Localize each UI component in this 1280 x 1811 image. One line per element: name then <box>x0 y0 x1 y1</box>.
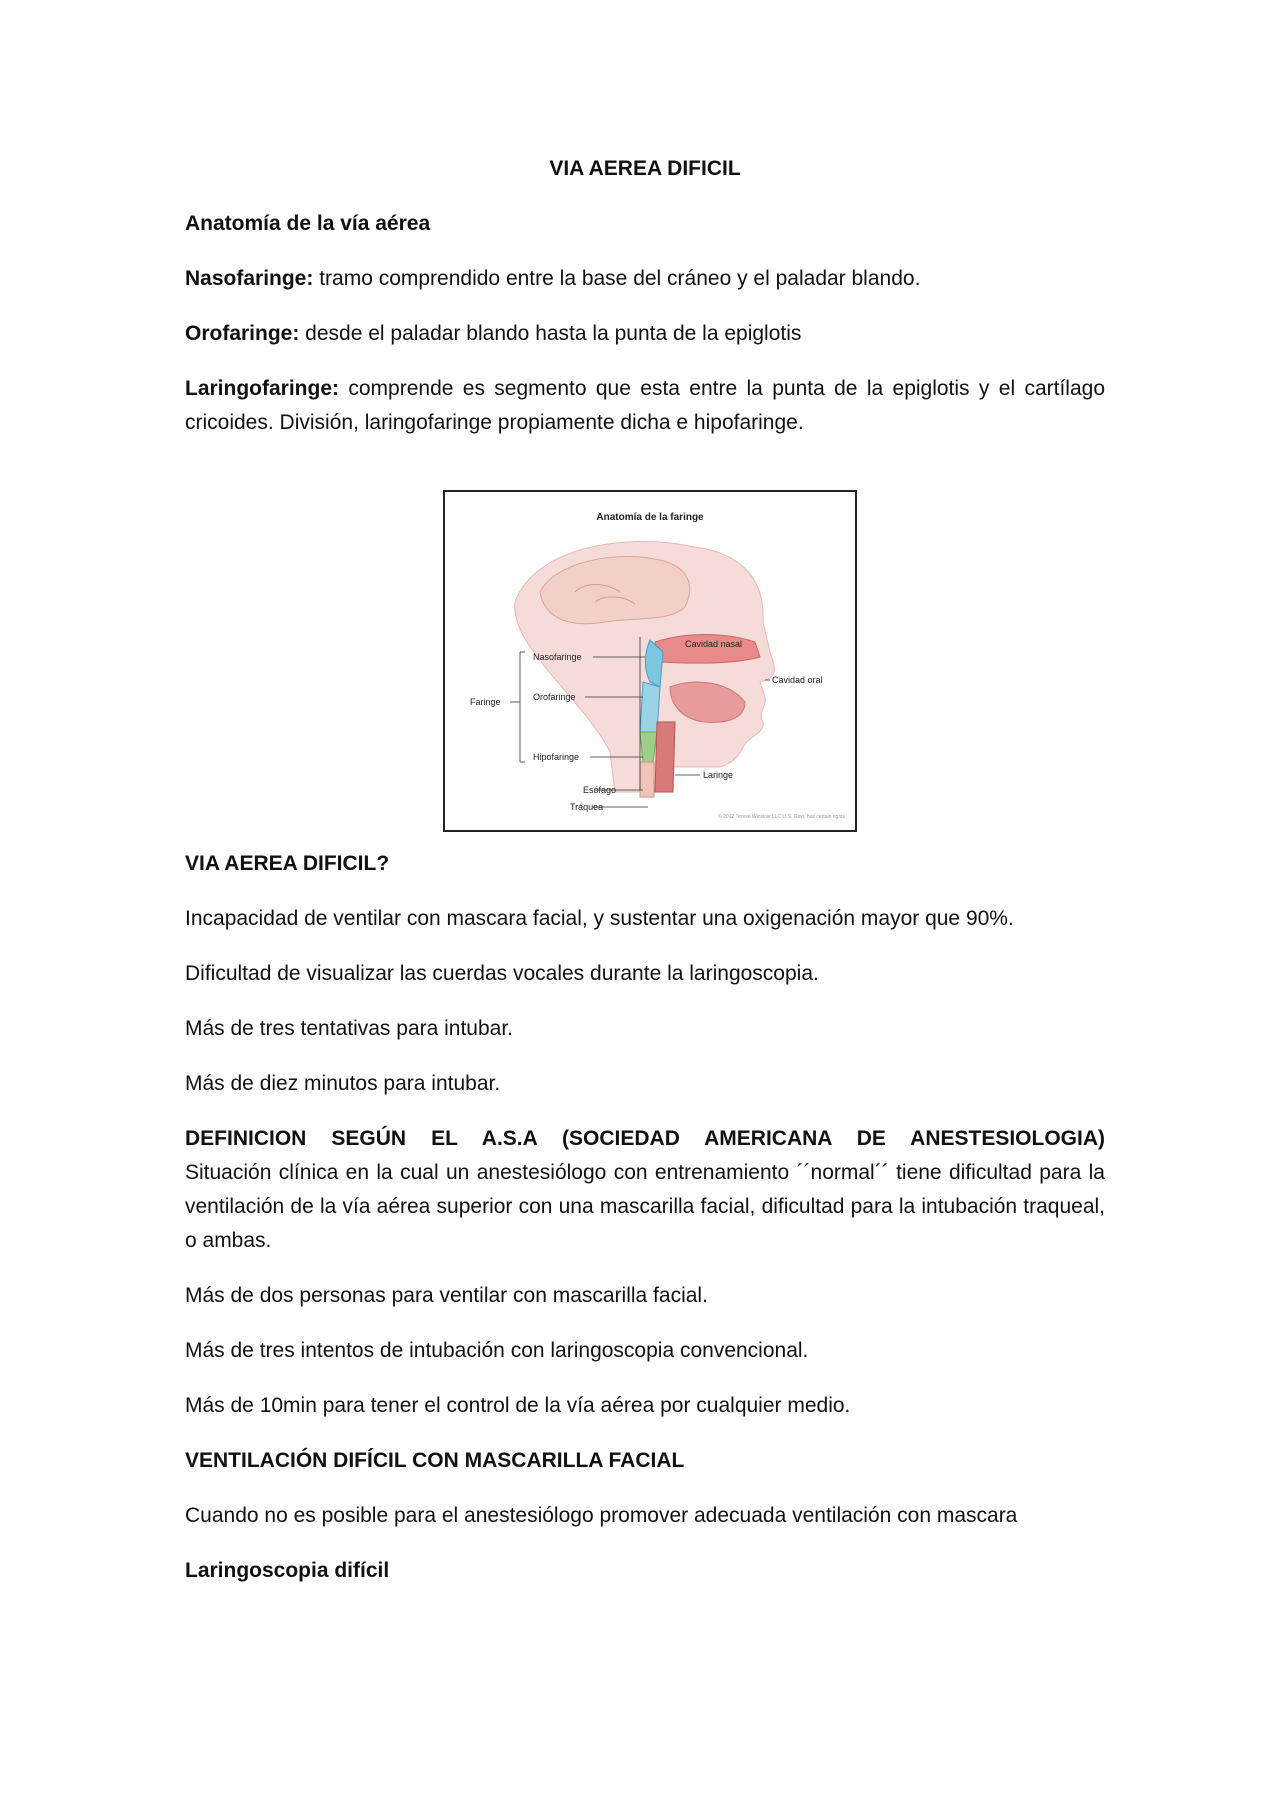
via-aerea-item-3: Más de tres tentativas para intubar. <box>185 1017 514 1040</box>
def-orofaringe: desde el paladar blando hasta la punta de la epiglotis <box>299 322 802 345</box>
esophagus-shape <box>640 762 654 797</box>
figure-title: Anatomía de la faringe <box>596 512 704 523</box>
figure-copyright: © 2012 Terese Winslow LLC U.S. Govt. has certain rights <box>718 814 845 820</box>
anatomy-item-laringofaringe <box>185 372 1105 440</box>
label-nasofaringe: Nasofaringe <box>533 652 582 662</box>
anatomy-item-orofaringe <box>185 317 1105 351</box>
label-cavidad-nasal: Cavidad nasal <box>685 639 743 649</box>
term-nasofaringe: Nasofaringe: <box>185 267 314 290</box>
pharynx-anatomy-figure <box>443 490 857 832</box>
larynx-shape <box>655 722 675 792</box>
def-laringofaringe: comprende es segmento que esta entre la punta de la epiglotis y el cartílago cricoides. División, laringofaringe propiamente dicha e hipofaringe. <box>185 377 1105 434</box>
via-aerea-item-1: Incapacidad de ventilar con mascara facial, y sustentar una oxigenación mayor que 90%. <box>185 907 1014 930</box>
via-aerea-item-2: Dificultad de visualizar las cuerdas vocales durante la laringoscopia. <box>185 962 819 985</box>
asa-heading: DEFINICION SEGÚN EL A.S.A (SOCIEDAD AMERICANA DE ANESTESIOLOGIA) <box>185 1127 1105 1150</box>
via-aerea-heading: VIA AEREA DIFICIL? <box>185 852 390 875</box>
label-laringe: Laringe <box>703 770 734 780</box>
asa-item-3: Más de 10min para tener el control de la vía aérea por cualquier medio. <box>185 1394 851 1417</box>
asa-item-1: Más de dos personas para ventilar con mascarilla facial. <box>185 1284 708 1307</box>
anatomy-heading: Anatomía de la vía aérea <box>185 212 431 235</box>
via-aerea-item-4: Más de diez minutos para intubar. <box>185 1072 501 1095</box>
term-laringofaringe: Laringofaringe: <box>185 377 340 400</box>
document-title: VIA AEREA DIFICIL <box>549 157 741 180</box>
label-traquea: Tráquea <box>570 802 604 812</box>
term-orofaringe: Orofaringe: <box>185 322 300 345</box>
pharynx-illustration <box>445 492 855 830</box>
ventilacion-text: Cuando no es posible para el anestesiólogo promover adecuada ventilación con mascara <box>185 1504 1018 1527</box>
asa-definition: Situación clínica en la cual un anestesiólogo con entrenamiento ´´normal´´ tiene dificultad para la ventilación de la vía aérea superior con una mascarilla facial, dificultad para la intubación traqueal, o ambas. <box>185 1161 1105 1252</box>
label-hipofaringe: Hipofaringe <box>533 752 580 762</box>
label-esofago: Esófago <box>583 785 617 795</box>
def-nasofaringe: tramo comprendido entre la base del cráneo y el paladar blando. <box>313 267 921 290</box>
label-orofaringe: Orofaringe <box>533 692 576 702</box>
ventilacion-heading: VENTILACIÓN DIFÍCIL CON MASCARILLA FACIAL <box>185 1449 685 1472</box>
label-cavidad-oral: Cavidad oral <box>772 675 823 685</box>
asa-item-2: Más de tres intentos de intubación con laringoscopia convencional. <box>185 1339 809 1362</box>
label-faringe: Faringe <box>470 697 501 707</box>
anatomy-item-nasofaringe <box>185 262 1105 296</box>
laringoscopia-heading: Laringoscopia difícil <box>185 1559 390 1582</box>
